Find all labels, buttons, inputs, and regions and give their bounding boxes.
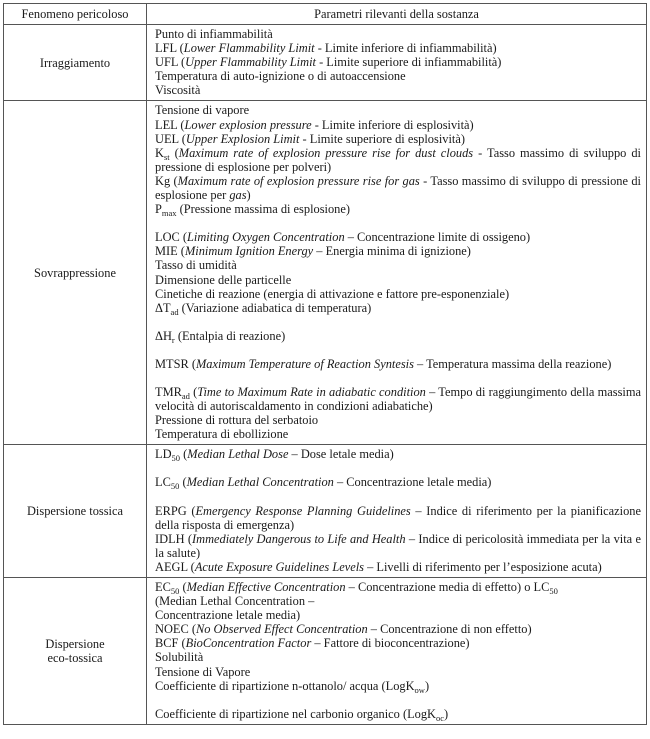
list-item: $LD_{50}$ (Median Lethal Dose – Dose letale media): [155, 447, 394, 464]
parameters-cell: [147, 578, 647, 725]
hazard-parameters-table: [3, 3, 647, 725]
list-item: Coefficiente di ripartizione nel carbonio organico (LogK$_{oc}$): [155, 706, 449, 723]
list-item: LOC (Limiting Oxygen Concentration – Concentrazione limite di ossigeno): [155, 230, 531, 245]
list-item: $LC_{50}$ (Median Lethal Concentration – Concentrazione letale media): [155, 475, 492, 492]
hazard-cell: Dispersione tossica: [4, 445, 147, 578]
list-item: $P_{max}$ (Pressione massima di esplosione): [155, 202, 350, 219]
hazard-cell: Irraggiamento: [4, 25, 147, 101]
header-parameters: Parametri rilevanti della sostanza: [147, 4, 647, 25]
list-item: Temperatura di ebollizione: [155, 427, 289, 442]
table-row: [4, 101, 647, 445]
list-item: Tasso di umidità: [155, 258, 237, 273]
list-item: $\Delta T_{ad}$ (Variazione adiabatica di temperatura): [155, 300, 372, 317]
list-item: UEL (Upper Explosion Limit - Limite superiore di esplosività): [155, 131, 465, 146]
list-item: Cinetiche di reazione (energia di attivazione e fattore pre-esponenziale): [155, 286, 510, 301]
list-item: Dimensione delle particelle: [155, 272, 292, 287]
list-item: Concentrazione letale media): [155, 608, 301, 623]
list-item: $EC_{50}$ (Median Effective Concentration – Concentrazione media di effetto) o $LC_{50}$ (Median Lethal Concentration –: [155, 580, 558, 609]
list-item: Temperatura di auto-ignizione o di autoaccensione: [155, 69, 406, 84]
list-item: Pressione di rottura del serbatoio: [155, 413, 319, 428]
hazard-cell: Sovrappressione: [4, 101, 147, 445]
spacer: [155, 343, 641, 357]
spacer: [155, 315, 641, 329]
hazard-label-line1: Dispersione: [45, 636, 105, 651]
list-item: Tensione di Vapore: [155, 664, 251, 679]
hazard-cell: [4, 578, 147, 725]
parameters-cell: [147, 445, 647, 578]
spacer: [155, 216, 641, 230]
list-item: $K_{st}$ (Maximum rate of explosion pressure rise for dust clouds - Tasso massimo di sviluppo di pressione di esplosione per polveri): [155, 145, 641, 174]
list-item: $\Delta H_r$ (Entalpia di reazione): [155, 328, 286, 345]
header-hazard: Fenomeno pericoloso: [4, 4, 147, 25]
spacer: [155, 461, 641, 475]
list-item: AEGL (Acute Exposure Guidelines Levels – Livelli di riferimento per l’esposizione acuta): [155, 559, 602, 574]
list-item: BCF (BioConcentration Factor – Fattore di bioconcentrazione): [155, 636, 470, 651]
list-item: LEL (Lower explosion pressure - Limite inferiore di esplosività): [155, 117, 474, 132]
list-item: ERPG (Emergency Response Planning Guidelines – Indice di riferimento per la pianificazione della risposta di emergenza): [155, 503, 641, 532]
table-row: [4, 25, 647, 101]
spacer: [155, 693, 641, 707]
list-item: Coefficiente di ripartizione n-ottanolo/ acqua (LogK$_{ow}$): [155, 678, 430, 695]
list-item: NOEC (No Observed Effect Concentration – Concentrazione di non effetto): [155, 622, 532, 637]
table-row: [4, 445, 647, 578]
list-item: IDLH (Immediately Dangerous to Life and Health – Indice di pericolosità immediata per la vita e la salute): [155, 531, 641, 560]
table-row: [4, 578, 647, 725]
list-item: LFL (Lower Flammability Limit - Limite inferiore di infiammabilità): [155, 41, 497, 56]
list-item: MIE (Minimum Ignition Energy – Energia minima di ignizione): [155, 244, 471, 259]
parameters-cell: [147, 101, 647, 445]
list-item: Solubilità: [155, 650, 204, 665]
spacer: [155, 490, 641, 504]
hazard-label-line2: eco-tossica: [47, 650, 103, 665]
list-item: MTSR (Maximum Temperature of Reaction Syntesis – Temperatura massima della reazione): [155, 356, 612, 371]
list-item: UFL (Upper Flammability Limit - Limite superiore di infiammabilità): [155, 55, 502, 70]
spacer: [155, 371, 641, 385]
parameters-cell: [147, 25, 647, 101]
list-item: Tensione di vapore: [155, 103, 250, 118]
list-item: Viscosità: [155, 83, 201, 98]
list-item: $TMR_{ad}$ (Time to Maximum Rate in adiabatic condition – Tempo di raggiungimento della massima velocità di autoriscaldamento in condizioni adiabatiche): [155, 384, 641, 414]
table-header-row: [4, 4, 647, 25]
list-item: Kg (Maximum rate of explosion pressure rise for gas - Tasso massimo di sviluppo di pressione di esplosione per gas): [155, 173, 641, 203]
list-item: Punto di infiammabilità: [155, 27, 273, 41]
